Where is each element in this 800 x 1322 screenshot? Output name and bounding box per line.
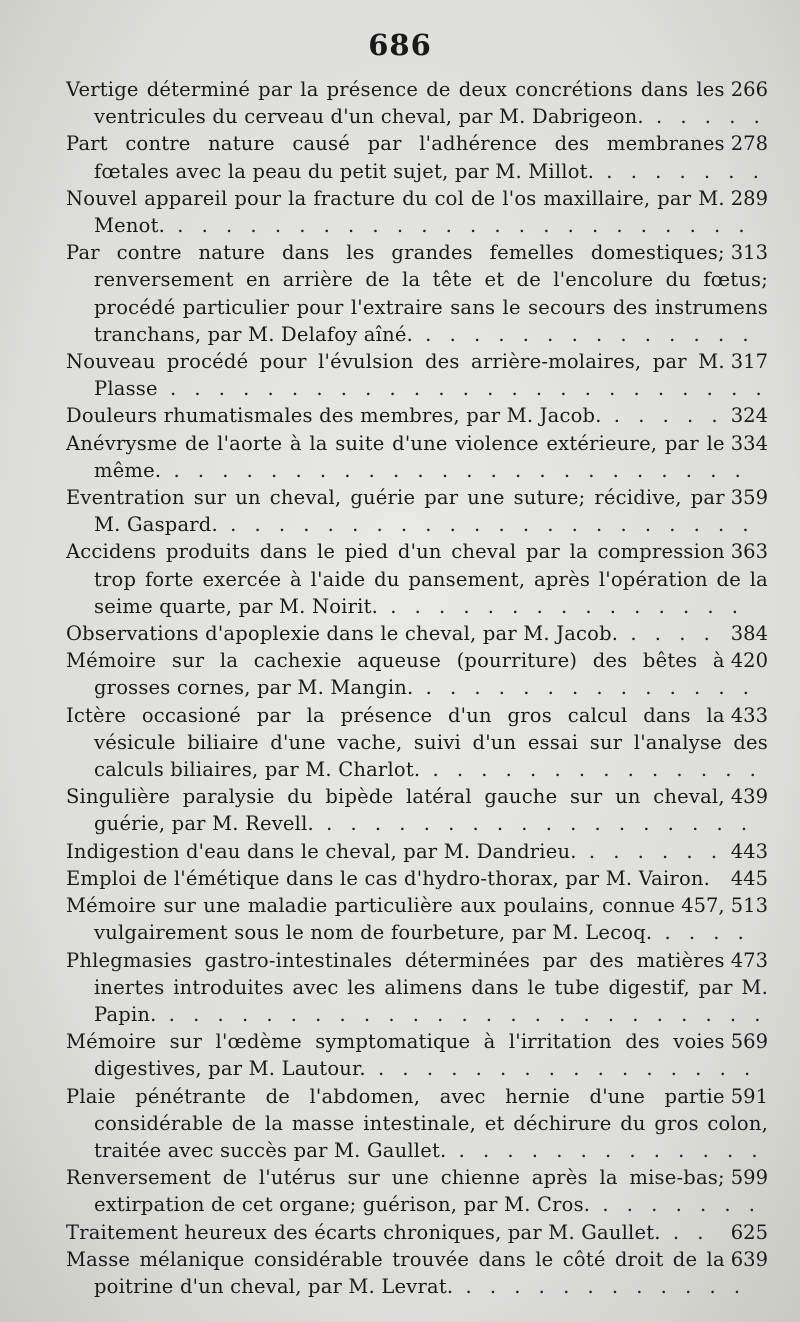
dot-leader: . . . . . . . . . . . . . . . . . . . . . . . . xyxy=(161,458,747,482)
toc-entry-title: Plaie pénétrante de l'abdomen, avec hernie d'une partie considérable de la masse intestinale, et déchirure du gros colon, traitée avec succès par M. Gaullet. xyxy=(66,1084,768,1162)
toc-entry xyxy=(66,484,768,538)
dot-leader: . . . . . . . . . . . . . . . . . . . . . . xyxy=(217,513,755,537)
toc-entry-title: Mémoire sur une maladie particulière aux poulains, connue vulgairement sous le nom de fourbeture, par M. Lecoq. xyxy=(66,894,676,945)
toc-entry-title: Renversement de l'utérus sur une chienne après la mise-bas; extirpation de cet organe; guérison, par M. Cros. xyxy=(66,1166,725,1217)
dot-leader: . . . . . . . . . . . . . . . . . . xyxy=(313,812,754,836)
dot-leader: . . . . xyxy=(618,622,716,646)
toc-entry xyxy=(66,185,768,239)
toc-entry-title: Part contre nature causé par l'adhérence des membranes fœtales avec la peau du petit sujet, par M. Millot. xyxy=(66,132,725,183)
toc-entry-title: Mémoire sur l'œdème symptomatique à l'irritation des voies digestives, par M. Lautour. xyxy=(66,1030,725,1081)
toc-entry-page: 334 xyxy=(730,431,768,455)
toc-entry-title: Eventration sur un cheval, guérie par une suture; récidive, par M. Gaspard. xyxy=(66,486,725,537)
dot-leader: . . . . . . . . . . . . . . xyxy=(412,322,755,346)
toc-entry-page: 266 xyxy=(730,78,768,101)
toc-entry-title: Nouveau procédé pour l'évulsion des arrière-molaires, par M. Plasse xyxy=(66,350,725,401)
toc-entry xyxy=(66,892,768,946)
toc-entry xyxy=(66,76,768,130)
toc-entry-title: Emploi de l'émétique dans le cas d'hydro-thorax, par M. Vairon. xyxy=(66,866,711,890)
toc-entry-page: 384 xyxy=(730,622,768,646)
toc-entry-title: Phlegmasies gastro-intestinales déterminées par des matières inertes introduites avec les alimens dans le tube digestif, par M. Papin. xyxy=(66,948,768,1026)
toc-entry-page: 289 xyxy=(730,186,768,210)
dot-leader: . . . . . xyxy=(601,404,724,428)
dot-leader: . . . . . . . . . . . . xyxy=(453,1274,747,1298)
toc-entry-page: 324 xyxy=(730,404,768,428)
toc-entry-title: Singulière paralysie du bipède latéral gauche sur un cheval, guérie, par M. Revell. xyxy=(66,785,725,836)
toc-entry xyxy=(66,783,768,837)
toc-entry-page: 569 xyxy=(730,1030,768,1054)
toc-entry-title: Ictère occasioné par la présence d'un gros calcul dans la vésicule biliaire d'une vache, suivi d'un essai sur l'analyse des calculs biliaires, par M. Charlot. xyxy=(66,703,768,782)
dot-leader: . . . . . . . . . . . . . xyxy=(446,1138,764,1162)
dot-leader: . . . . . . . xyxy=(594,159,765,183)
toc-entry-title: Vertige déterminé par la présence de deux concrétions dans les ventricules du cerveau d'un cheval, par M. Dabrigeon. xyxy=(66,78,725,129)
toc-entry-page: 420 xyxy=(730,649,768,673)
toc-entry xyxy=(66,947,768,1029)
toc-entry-title: Observations d'apoplexie dans le cheval, par M. Jacob. xyxy=(66,622,619,646)
page-number: 686 xyxy=(368,28,432,62)
dot-leader: . . . . . . xyxy=(576,839,724,863)
toc-entry-title: Accidens produits dans le pied d'un cheval par la compression trop forte exercée à l'aide du pansement, après l'opération de la seime quarte, par M. Noirit. xyxy=(66,540,768,618)
toc-entry xyxy=(66,1028,768,1082)
toc-entry-page: 439 xyxy=(730,785,768,809)
dot-leader: . . . . . xyxy=(643,105,766,129)
toc-entry xyxy=(66,1219,768,1246)
dot-leader: . . . . xyxy=(652,921,750,945)
dot-leader: . . . . . . . . . . . . . . . . . . . . . . . . . xyxy=(157,377,768,401)
toc-entry-title: Nouvel appareil pour la fracture du col de l'os maxillaire, par M. Menot. xyxy=(66,186,725,238)
toc-entry xyxy=(66,702,768,784)
toc-entry xyxy=(66,239,768,348)
dot-leader: . . . . . . . . . . . . . . . . xyxy=(365,1057,757,1081)
toc-entry-title: Par contre nature dans les grandes femelles domestiques; renversement en arrière de la tête et de l'encolure du fœtus; procédé particulier pour l'extraire sans le secours des instrumens tranchans, par M. Delafoy aîné. xyxy=(66,241,768,346)
toc-entry xyxy=(66,865,768,892)
dot-leader: . . . . . . . xyxy=(590,1193,761,1217)
toc-entry xyxy=(66,430,768,484)
toc-entry-page: 443 xyxy=(730,839,768,863)
toc-entry-page: 591 xyxy=(730,1084,768,1108)
toc-entry-page: 639 xyxy=(730,1247,768,1271)
toc-entry-page: 278 xyxy=(730,132,768,156)
toc-entry-title: Masse mélanique considérable trouvée dans le côté droit de la poitrine d'un cheval, par M. Levrat. xyxy=(66,1247,725,1298)
toc-entry xyxy=(66,348,768,402)
dot-leader: . . xyxy=(660,1220,710,1244)
toc-entry-page: 359 xyxy=(730,486,768,510)
toc-entry-page: 317 xyxy=(730,350,768,374)
toc-entry-page: 625 xyxy=(730,1220,768,1244)
toc-entry-page: 473 xyxy=(730,948,768,972)
toc-entry xyxy=(66,838,768,865)
toc-entry xyxy=(66,620,768,647)
toc-entry-title: Traitement heureux des écarts chroniques, par M. Gaullet. xyxy=(66,1220,661,1244)
table-of-contents xyxy=(66,76,768,1300)
toc-entry xyxy=(66,1246,768,1300)
toc-entry xyxy=(66,647,768,701)
toc-entry-title: Indigestion d'eau dans le cheval, par M. Dandrieu. xyxy=(66,839,577,863)
toc-entry-page: 599 xyxy=(730,1166,768,1190)
toc-entry-title: Anévrysme de l'aorte à la suite d'une violence extérieure, par le même. xyxy=(66,431,725,482)
toc-entry xyxy=(66,402,768,429)
dot-leader: . . . . . . . . . . . . . . xyxy=(420,758,762,782)
toc-entry xyxy=(66,1164,768,1218)
toc-entry xyxy=(66,538,768,620)
toc-entry xyxy=(66,130,768,184)
dot-leader: . . . . . . . . . . . . . . . xyxy=(378,594,744,618)
toc-entry-title: Douleurs rhumatismales des membres, par M. Jacob. xyxy=(66,404,602,428)
toc-entry-page: 363 xyxy=(730,540,768,564)
dot-leader: . . . . . . . . . . . . . . xyxy=(413,676,755,700)
toc-entry-page: 445 xyxy=(730,866,768,890)
toc-entry-page: 457, 513 xyxy=(681,894,768,918)
dot-leader: . . . . . . . . . . . . . . . . . . . . . . . . xyxy=(165,214,751,238)
dot-leader: . . . . . . . . . . . . . . . . . . . . . . . . . xyxy=(156,1002,767,1026)
toc-entry-title: Mémoire sur la cachexie aqueuse (pourriture) des bêtes à grosses cornes, par M. Mangin. xyxy=(66,649,725,700)
toc-entry-page: 313 xyxy=(730,241,768,265)
toc-entry-page: 433 xyxy=(730,703,768,727)
toc-entry xyxy=(66,1083,768,1165)
